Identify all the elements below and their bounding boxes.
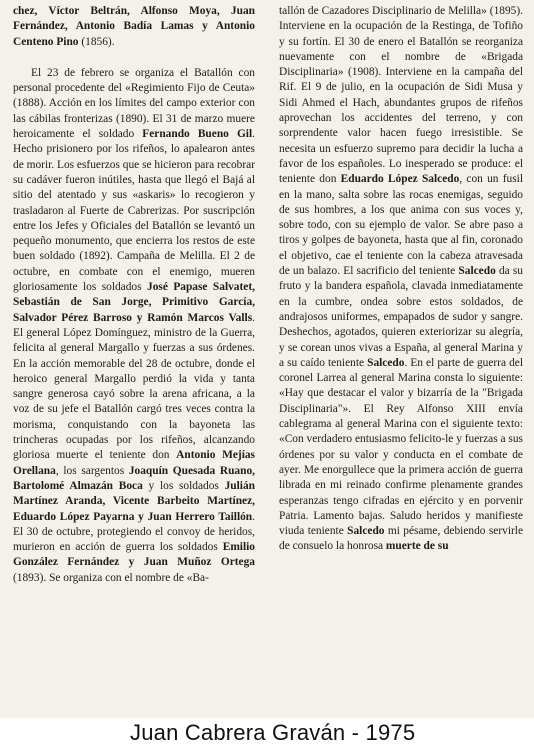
paragraph [13, 66, 255, 586]
bold-name-run: Eduardo López Salcedo [340, 173, 460, 186]
left-text-column [13, 4, 255, 586]
bold-name-run: Emilio González Fernández y Juan Muñoz Ortega [13, 541, 255, 569]
bold-name-run: Joaquín Quesada Ruano, Bartolomé Almazán Boca [13, 464, 256, 492]
text-run: y los soldados [142, 479, 225, 492]
bold-name-run: José Papase Salvatet, Sebastián de San Jorge, Primitivo García, Salvador Pérez Barroso y Ramón Marcos Valls [13, 281, 255, 324]
bold-name-run: Salcedo [367, 356, 405, 369]
bold-name-run: Salcedo [347, 525, 385, 538]
bold-name-run: Salcedo [458, 265, 496, 278]
bold-name-run: Antonio Mejías Orellana [13, 449, 255, 477]
right-text-column [279, 4, 523, 555]
text-run: , los sargentos [55, 464, 129, 477]
text-run: (1856). [78, 35, 115, 48]
paragraph-gap [13, 50, 255, 66]
bold-name-run: muerte de su [385, 540, 449, 553]
bold-name-run: chez, Víctor Beltrán, Alfonso Moya, Juan Fernández, Antonio Badía Lamas y Antonio Centeno Pino [13, 5, 255, 48]
bold-name-run: Julián Martínez Aranda, Vicente Barbeito Martínez, Eduardo López Payarna y Juan Herrero Taillón [13, 479, 255, 523]
text-run: . El 30 de octubre, protegiendo el convoy de heridos, murieron en acción de guerra los soldados [13, 510, 255, 554]
text-run: tallón de Cazadores Disciplinario de Melilla» (1895). Interviene en la ocupación de la Restinga, de Tofiño y su fortín. El 30 de enero el Batallón se reorganiza nuevamente con el nombre de «Brigada Disciplinaria» (1908). Interviene en la campaña del Rif. El 9 de julio, en la ocupación de Sidi Musa y Sidi Ahmed el Hach, abundantes grupos de rifeños aprovechan los accidentes del terreno, y con sorprendente valor hacen fuego irresistible. Se necesita un esfuerzo supremo para decidir la lucha a favor de los españoles. Lo inesperado se produce: el teniente don [279, 5, 523, 186]
text-run: El 23 de febrero se organiza el Batallón con personal procedente del «Regimiento Fijo de Ceuta» (1888). Acción en los límites del campo exterior con las cábilas fronterizas (1890). El 31 de marzo muere heroicamente el soldado [13, 66, 255, 141]
paragraph [279, 4, 523, 555]
text-run: . El general López Domínguez, ministro de la Guerra, felicita al general Margallo y fuerzas a sus órdenes. En la acción memorable del 28 de octubre, donde el heroico general Margallo perdió la vida y tanta sangre generosa cayó sobre la arena africana, a la voz de su jefe el Batallón cargó tres veces contra la morisma, conquistando con la bayoneta las trincheras ocupadas por los rifeños, alcanzando gloriosa muerte el teniente don [13, 311, 255, 462]
text-run: . Hecho prisionero por los rifeños, lo apalearon antes de morir. Los esfuerzos que se hicieron para recobrar su cadáver fueron inútiles, hasta que llegó el Bajá al sitio del atentado y sus «askaris» lo recogieron y trasladaron al Fuerte de Cabrerizas. Por suscripción entre los Jefes y Oficiales del Batallón se levantó un pequeño monumento, que encierra los restos de este buen soldado (1892). Campaña de Melilla. El 2 de octubre, en combate con el enemigo, mueren gloriosamente los soldados [13, 128, 255, 294]
text-run: , con un fusil en la mano, salta sobre las rocas enemigas, seguido de sus hombres, a los que anima con sus voces y, sobre todo, con su ejemplo de valor. Se abre paso a tiros y golpes de bayoneta, hasta que al fin, coronado el objetivo, cae el teniente con la cabeza atravesada de un balazo. El sacrificio del teniente [279, 173, 523, 278]
text-run: (1893). Se organiza con el nombre de «Ba- [13, 571, 209, 584]
text-run: . En el parte de guerra del coronel Larrea al general Marina consta lo siguiente: «Hay que destacar el valor y bizarría de la "Brigada Disciplinaria"». El Rey Alfonso XIII envía cablegrama al general Marina con el siguiente texto: «Con verdadero entusiasmo felicito-le y fuerzas a sus órdenes por su valor y conducta en el combate de ayer. Me enorgullece que la primera acción de guerra librada en mi reinado confirme plenamente grandes esperanzas tengo cifradas en ejército y en porvenir Patria. Lamento bajas. Saludo heridos y manifieste viuda teniente [279, 356, 523, 538]
text-run: mi pésame, debiendo servirle de consuelo la honrosa [279, 525, 524, 553]
text-run: da su fruto y la bandera española, clavada inmediatamente en la cumbre, ondea sobre estos soldados, de andrajosos uniformes, empapados de sudor y sangre. Deshechos, agotados, quieren exteriorizar su alegría, y se corean unos vivas a España, al general Marina y a su caído teniente [279, 265, 523, 369]
footer-banner [0, 718, 534, 750]
paragraph [13, 4, 255, 50]
bold-name-run: Fernando Bueno Gil [142, 128, 253, 141]
author-credit: Juan Cabrera Graván - 1975 [130, 720, 416, 745]
